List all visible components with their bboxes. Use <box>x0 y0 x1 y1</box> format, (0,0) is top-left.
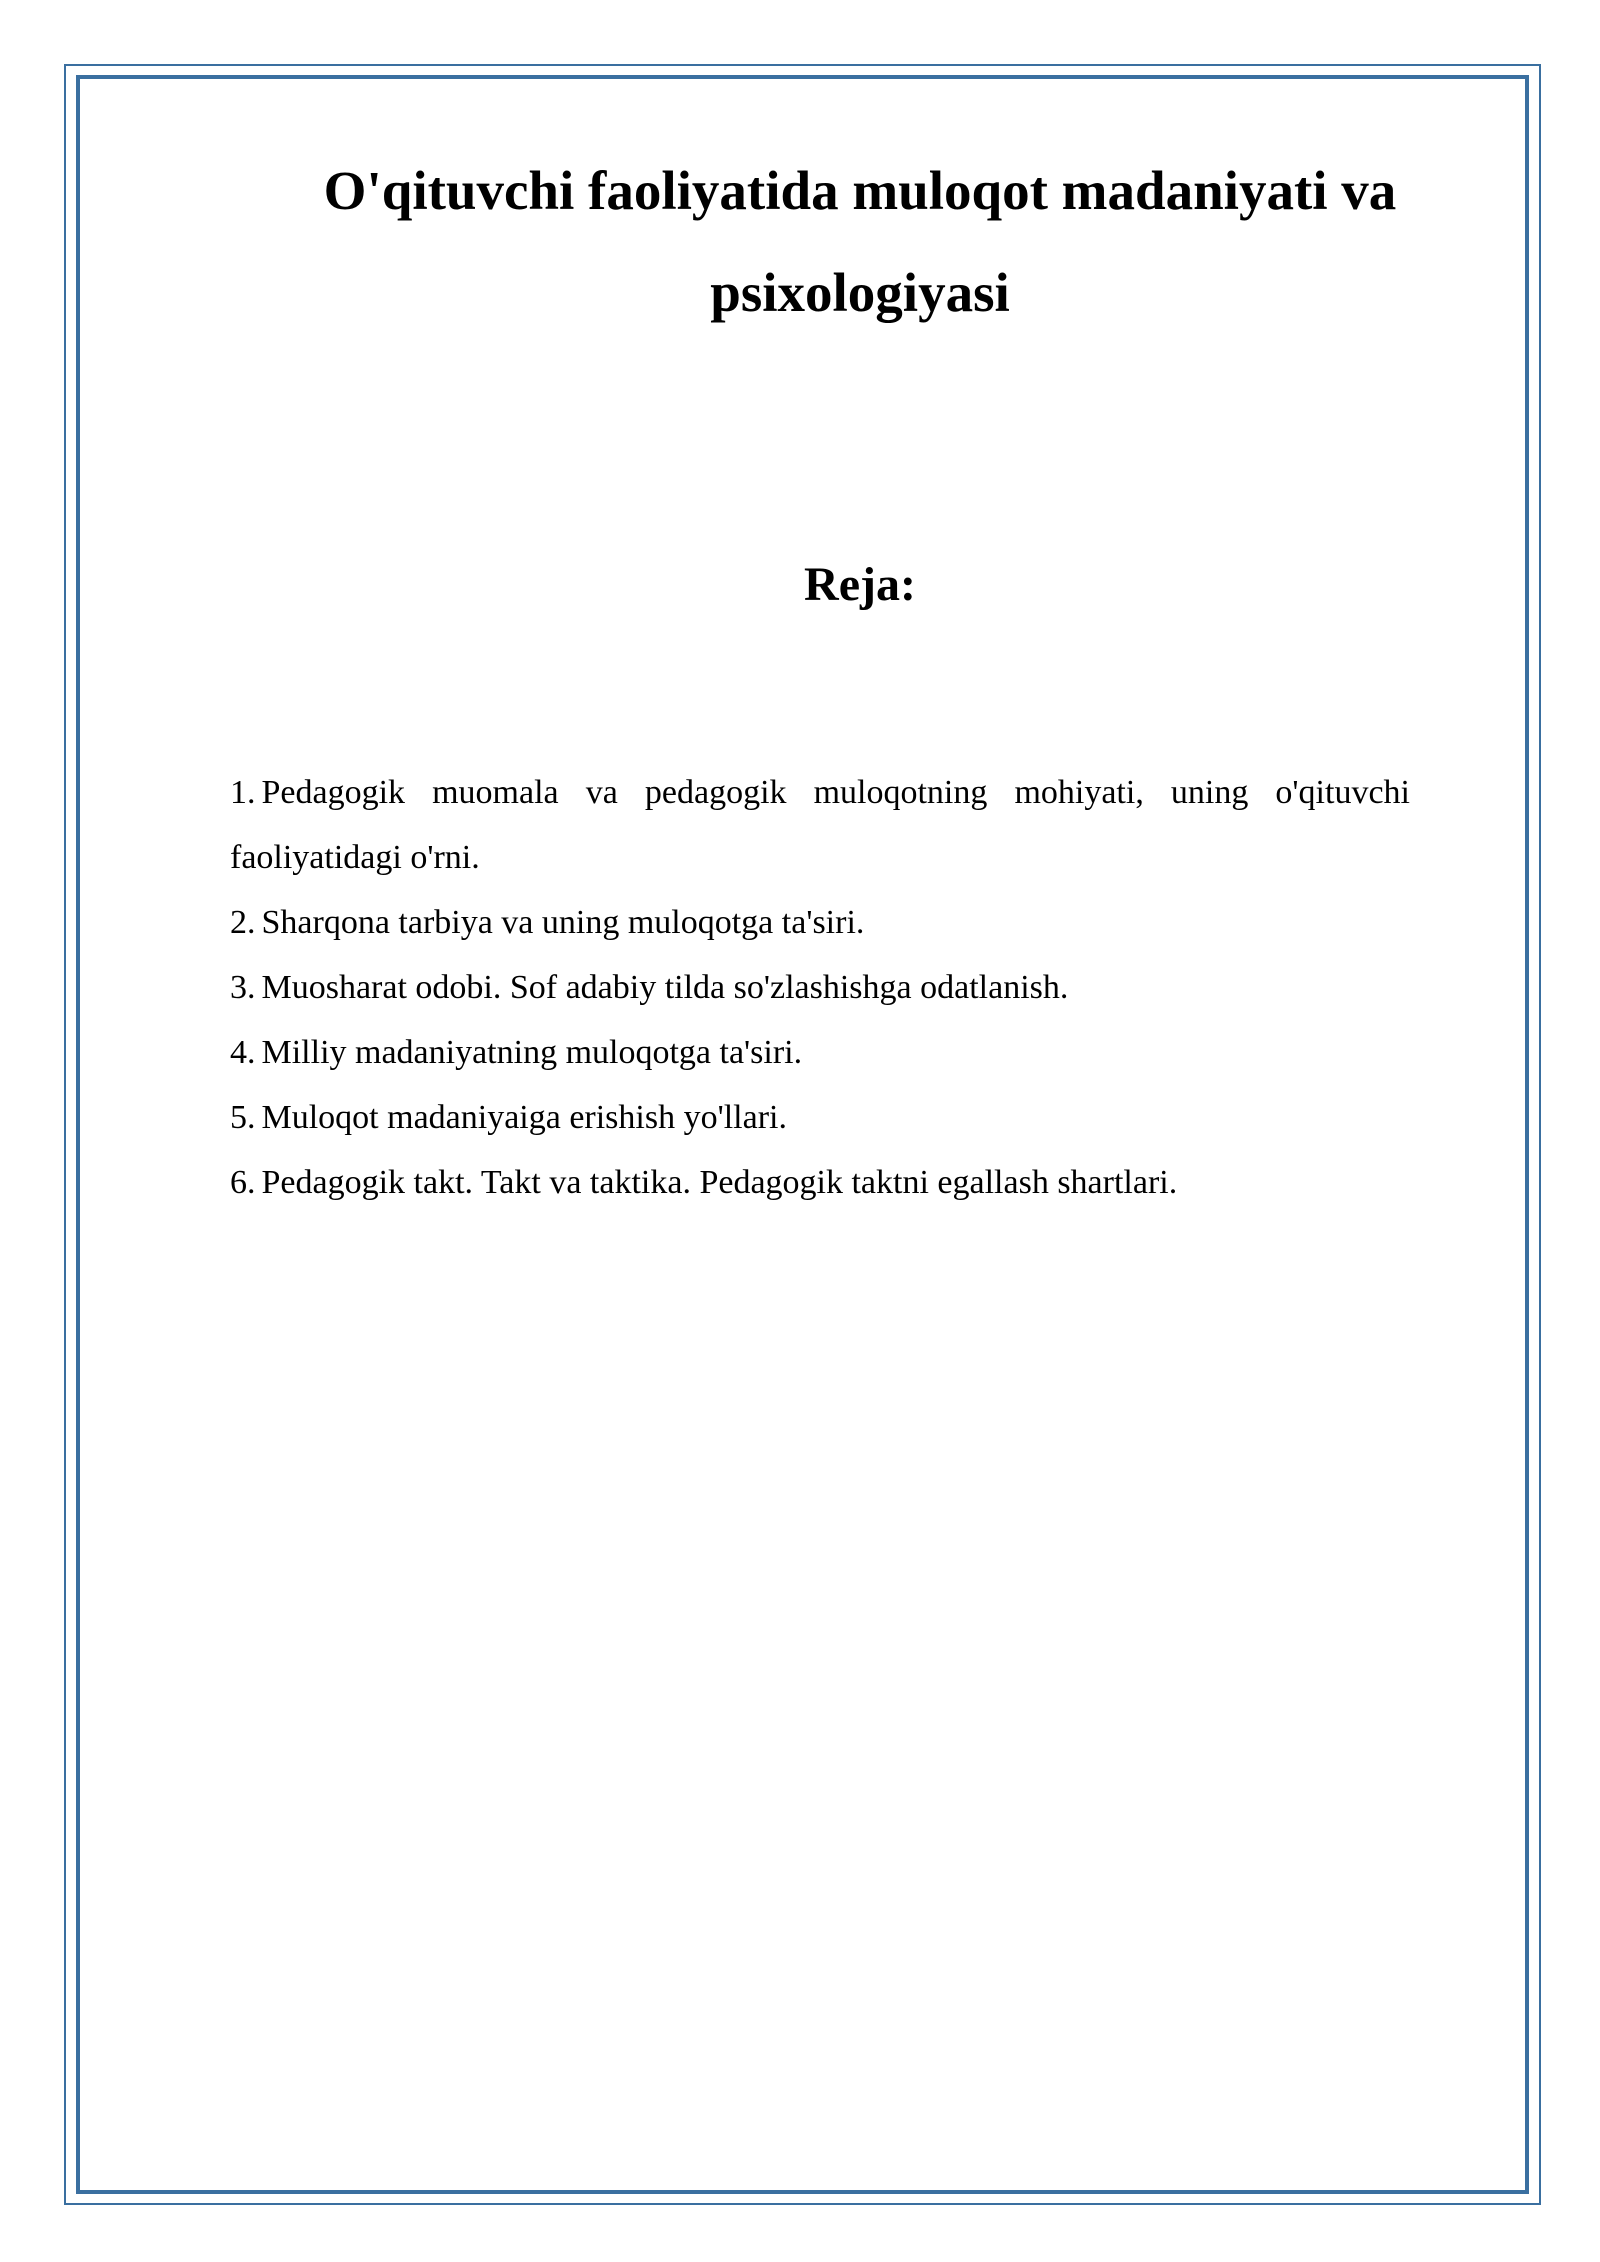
plan-item-text: Sharqona tarbiya va uning muloqotga ta'siri. <box>261 904 865 941</box>
plan-item-3 <box>230 955 1410 1020</box>
plan-item-6 <box>230 1150 1410 1215</box>
plan-item-1 <box>230 760 1410 890</box>
plan-item-number: 1. <box>230 774 256 811</box>
plan-list <box>230 760 1410 1215</box>
plan-item-number: 3. <box>230 969 256 1006</box>
plan-item-number: 5. <box>230 1099 256 1136</box>
plan-item-2 <box>230 890 1410 955</box>
plan-item-text: Muloqot madaniyaiga erishish yo'llari. <box>261 1099 787 1136</box>
plan-item-number: 2. <box>230 904 256 941</box>
plan-item-number: 6. <box>230 1164 256 1201</box>
plan-item-text: Muosharat odobi. Sof adabiy tilda so'zlashishga odatlanish. <box>261 969 1069 1006</box>
document-title: O'qituvchi faoliyatida muloqot madaniyati va psixologiyasi <box>323 160 1397 323</box>
plan-item-text: Milliy madaniyatning muloqotga ta'siri. <box>261 1034 803 1071</box>
plan-item-5 <box>230 1085 1410 1150</box>
plan-item-number: 4. <box>230 1034 256 1071</box>
plan-item-text: Pedagogik takt. Takt va taktika. Pedagogik taktni egallash shartlari. <box>261 1164 1178 1201</box>
plan-item-4 <box>230 1020 1410 1085</box>
plan-item-text: Pedagogik muomala va pedagogik muloqotning mohiyati, uning o'qituvchi faoliyatidagi o'rni. <box>230 774 1410 876</box>
plan-heading: Reja: <box>804 558 916 611</box>
